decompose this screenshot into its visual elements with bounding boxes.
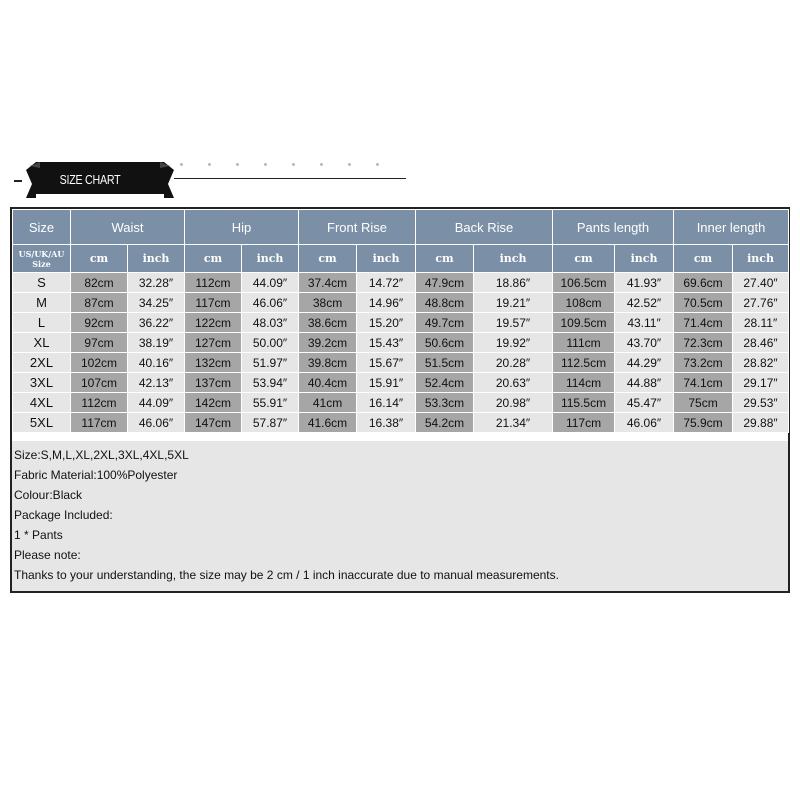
cm-value-cell: 115.5cm <box>553 393 615 413</box>
inch-value-cell: 19.57″ <box>474 313 553 333</box>
size-table <box>12 209 789 433</box>
unit-inch-header: inch <box>357 245 416 273</box>
cm-value-cell: 92cm <box>71 313 128 333</box>
size-sub-header <box>13 245 71 273</box>
group-header-inner-length: Inner length <box>674 210 789 245</box>
cm-value-cell: 87cm <box>71 293 128 313</box>
inch-value-cell: 46.06″ <box>128 413 185 433</box>
size-cell: M <box>13 293 71 313</box>
inch-value-cell: 28.11″ <box>733 313 789 333</box>
inch-value-cell: 27.40″ <box>733 273 789 293</box>
inch-value-cell: 36.22″ <box>128 313 185 333</box>
inch-value-cell: 15.20″ <box>357 313 416 333</box>
size-cell: 2XL <box>13 353 71 373</box>
inch-value-cell: 51.97″ <box>242 353 299 373</box>
cm-value-cell: 108cm <box>553 293 615 313</box>
cm-value-cell: 40.4cm <box>299 373 357 393</box>
inch-value-cell: 29.53″ <box>733 393 789 413</box>
cm-value-cell: 122cm <box>185 313 242 333</box>
inch-value-cell: 16.14″ <box>357 393 416 413</box>
cm-value-cell: 54.2cm <box>416 413 474 433</box>
cm-value-cell: 39.2cm <box>299 333 357 353</box>
inch-value-cell: 44.29″ <box>615 353 674 373</box>
cm-value-cell: 127cm <box>185 333 242 353</box>
info-line: Fabric Material:100%Polyester <box>14 468 178 482</box>
cm-value-cell: 39.8cm <box>299 353 357 373</box>
inch-value-cell: 18.86″ <box>474 273 553 293</box>
table-row <box>13 393 789 413</box>
unit-cm-header: cm <box>674 245 733 273</box>
group-header-back-rise: Back Rise <box>416 210 553 245</box>
cm-value-cell: 51.5cm <box>416 353 474 373</box>
inch-value-cell: 46.06″ <box>242 293 299 313</box>
inch-value-cell: 32.28″ <box>128 273 185 293</box>
cm-value-cell: 49.7cm <box>416 313 474 333</box>
inch-value-cell: 41.93″ <box>615 273 674 293</box>
unit-cm-header: cm <box>553 245 615 273</box>
inch-value-cell: 42.13″ <box>128 373 185 393</box>
cm-value-cell: 117cm <box>553 413 615 433</box>
cm-value-cell: 147cm <box>185 413 242 433</box>
cm-value-cell: 75cm <box>674 393 733 413</box>
inch-value-cell: 20.28″ <box>474 353 553 373</box>
info-line: Colour:Black <box>14 488 83 502</box>
size-cell: 3XL <box>13 373 71 393</box>
cm-value-cell: 117cm <box>71 413 128 433</box>
group-header-pants-length: Pants length <box>553 210 674 245</box>
cm-value-cell: 47.9cm <box>416 273 474 293</box>
inch-value-cell: 28.46″ <box>733 333 789 353</box>
cm-value-cell: 38cm <box>299 293 357 313</box>
size-header: Size <box>13 210 71 245</box>
cm-value-cell: 102cm <box>71 353 128 373</box>
cm-value-cell: 132cm <box>185 353 242 373</box>
inch-value-cell: 40.16″ <box>128 353 185 373</box>
size-sub-header-line: US/UK/AU <box>18 248 65 259</box>
product-info <box>12 441 788 591</box>
cm-value-cell: 112cm <box>185 273 242 293</box>
inch-value-cell: 55.91″ <box>242 393 299 413</box>
size-sub-header-line: Size <box>32 258 51 269</box>
cm-value-cell: 97cm <box>71 333 128 353</box>
banner-dash <box>14 180 22 182</box>
inch-value-cell: 20.63″ <box>474 373 553 393</box>
inch-value-cell: 57.87″ <box>242 413 299 433</box>
banner-title: SIZE CHART <box>59 172 121 187</box>
unit-cm-header: cm <box>71 245 128 273</box>
cm-value-cell: 117cm <box>185 293 242 313</box>
cm-value-cell: 53.3cm <box>416 393 474 413</box>
table-row <box>13 293 789 313</box>
inch-value-cell: 46.06″ <box>615 413 674 433</box>
inch-value-cell: 45.47″ <box>615 393 674 413</box>
inch-value-cell: 44.09″ <box>128 393 185 413</box>
info-line: Package Included: <box>14 508 113 522</box>
cm-value-cell: 52.4cm <box>416 373 474 393</box>
unit-inch-header: inch <box>474 245 553 273</box>
cm-value-cell: 106.5cm <box>553 273 615 293</box>
unit-cm-header: cm <box>299 245 357 273</box>
group-header-waist: Waist <box>71 210 185 245</box>
table-row <box>13 333 789 353</box>
inch-value-cell: 19.21″ <box>474 293 553 313</box>
group-header-row <box>13 210 789 245</box>
inch-value-cell: 43.70″ <box>615 333 674 353</box>
cm-value-cell: 114cm <box>553 373 615 393</box>
cm-value-cell: 41.6cm <box>299 413 357 433</box>
cm-value-cell: 37.4cm <box>299 273 357 293</box>
cm-value-cell: 75.9cm <box>674 413 733 433</box>
info-line: 1 * Pants <box>14 528 63 542</box>
inch-value-cell: 38.19″ <box>128 333 185 353</box>
table-row <box>13 313 789 333</box>
size-chart <box>10 207 790 593</box>
info-line: Size:S,M,L,XL,2XL,3XL,4XL,5XL <box>14 448 189 462</box>
table-row <box>13 413 789 433</box>
cm-value-cell: 109.5cm <box>553 313 615 333</box>
inch-value-cell: 34.25″ <box>128 293 185 313</box>
cm-value-cell: 111cm <box>553 333 615 353</box>
table-row <box>13 353 789 373</box>
inch-value-cell: 14.72″ <box>357 273 416 293</box>
inch-value-cell: 27.76″ <box>733 293 789 313</box>
table-row <box>13 373 789 393</box>
cm-value-cell: 70.5cm <box>674 293 733 313</box>
cm-value-cell: 107cm <box>71 373 128 393</box>
inch-value-cell: 42.52″ <box>615 293 674 313</box>
cm-value-cell: 71.4cm <box>674 313 733 333</box>
inch-value-cell: 44.09″ <box>242 273 299 293</box>
unit-inch-header: inch <box>615 245 674 273</box>
inch-value-cell: 29.88″ <box>733 413 789 433</box>
unit-inch-header: inch <box>733 245 789 273</box>
unit-header-row <box>13 245 789 273</box>
cm-value-cell: 50.6cm <box>416 333 474 353</box>
inch-value-cell: 19.92″ <box>474 333 553 353</box>
cm-value-cell: 112.5cm <box>553 353 615 373</box>
cm-value-cell: 41cm <box>299 393 357 413</box>
cm-value-cell: 142cm <box>185 393 242 413</box>
unit-inch-header: inch <box>242 245 299 273</box>
unit-inch-header: inch <box>128 245 185 273</box>
cm-value-cell: 137cm <box>185 373 242 393</box>
info-line: Thanks to your understanding, the size may be 2 cm / 1 inch inaccurate due to manual measurements. <box>14 568 559 582</box>
size-cell: L <box>13 313 71 333</box>
size-cell: XL <box>13 333 71 353</box>
inch-value-cell: 20.98″ <box>474 393 553 413</box>
inch-value-cell: 53.94″ <box>242 373 299 393</box>
inch-value-cell: 48.03″ <box>242 313 299 333</box>
inch-value-cell: 50.00″ <box>242 333 299 353</box>
banner-line <box>174 178 406 179</box>
size-cell: 4XL <box>13 393 71 413</box>
table-row <box>13 273 789 293</box>
info-line: Please note: <box>14 548 81 562</box>
inch-value-cell: 21.34″ <box>474 413 553 433</box>
cm-value-cell: 69.6cm <box>674 273 733 293</box>
cm-value-cell: 72.3cm <box>674 333 733 353</box>
inch-value-cell: 15.67″ <box>357 353 416 373</box>
cm-value-cell: 38.6cm <box>299 313 357 333</box>
inch-value-cell: 15.43″ <box>357 333 416 353</box>
cm-value-cell: 74.1cm <box>674 373 733 393</box>
inch-value-cell: 44.88″ <box>615 373 674 393</box>
inch-value-cell: 16.38″ <box>357 413 416 433</box>
size-table-body <box>13 273 789 433</box>
cm-value-cell: 82cm <box>71 273 128 293</box>
cm-value-cell: 112cm <box>71 393 128 413</box>
cm-value-cell: 48.8cm <box>416 293 474 313</box>
group-header-hip: Hip <box>185 210 299 245</box>
size-cell: S <box>13 273 71 293</box>
inch-value-cell: 15.91″ <box>357 373 416 393</box>
size-cell: 5XL <box>13 413 71 433</box>
group-header-front-rise: Front Rise <box>299 210 416 245</box>
inch-value-cell: 29.17″ <box>733 373 789 393</box>
unit-cm-header: cm <box>416 245 474 273</box>
unit-cm-header: cm <box>185 245 242 273</box>
inch-value-cell: 14.96″ <box>357 293 416 313</box>
inch-value-cell: 43.11″ <box>615 313 674 333</box>
size-chart-banner <box>0 162 800 202</box>
inch-value-cell: 28.82″ <box>733 353 789 373</box>
cm-value-cell: 73.2cm <box>674 353 733 373</box>
